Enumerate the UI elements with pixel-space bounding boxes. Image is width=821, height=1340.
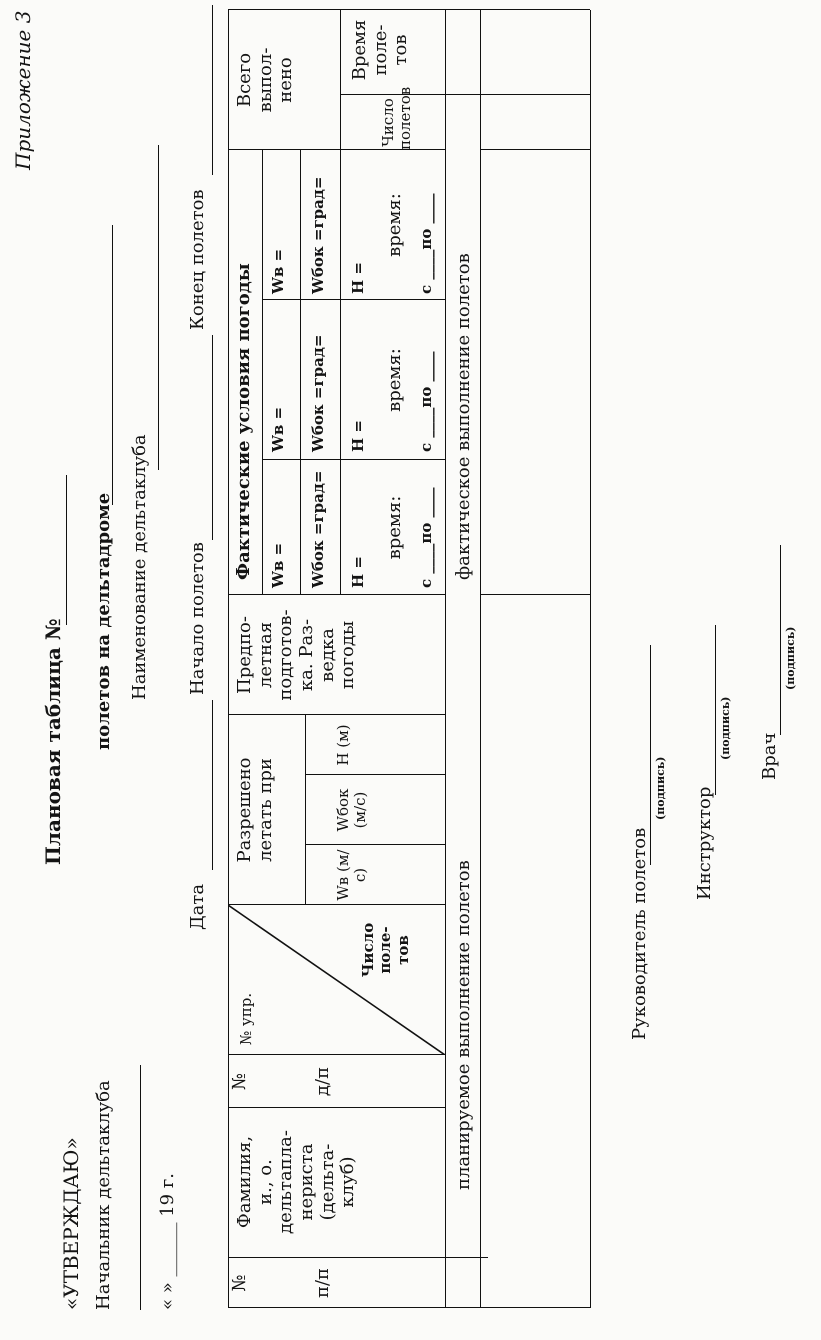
col-no-header: № п/п xyxy=(229,1267,333,1299)
col-line-8 xyxy=(228,594,445,595)
weather-header: Фактические условия погоды xyxy=(233,263,254,580)
exercise-no-label: № упр. xyxy=(237,992,255,1045)
header-bottom-border xyxy=(445,10,446,1308)
plan-number-line xyxy=(66,475,67,625)
actual-row-label: фактическое выполнение полетов xyxy=(453,253,474,580)
preflight-header: Предпо- летная подготов- ка. Раз- ведка погоды xyxy=(234,609,359,701)
doctor-label: Врач xyxy=(759,732,780,780)
total-count-label: Число полетов xyxy=(379,86,415,150)
weather-subheader-line xyxy=(262,150,263,595)
weather-wbok-3: Wбок =град= xyxy=(309,176,327,294)
weather-row-line-2 xyxy=(340,150,341,595)
club-name-line xyxy=(158,145,159,470)
flights-count-label: Число поле- тов xyxy=(359,922,412,978)
weather-time-3: время: xyxy=(384,193,405,257)
end-label: Конец полетов xyxy=(187,189,208,330)
doctor-line xyxy=(780,545,781,735)
total-header: Всего выпол- нено xyxy=(234,47,297,113)
doctor-sig-caption: (подпись) xyxy=(784,626,797,690)
weather-h-3: H = xyxy=(349,262,367,294)
weather-from-to-1: с ____по ____ xyxy=(417,487,435,588)
weather-from-to-2: с ____по ____ xyxy=(417,351,435,452)
date-line xyxy=(212,700,213,870)
date-label: Дата xyxy=(187,883,208,930)
allowed-wind-label: Wв (м/с) xyxy=(334,849,370,901)
flight-director-label: Руководитель полетов xyxy=(629,827,650,1040)
appendix-label: Приложение 3 xyxy=(11,10,35,170)
plan-table-title: Плановая таблица № xyxy=(41,618,65,865)
flights-title: полетов на дельтадроме xyxy=(93,492,114,750)
weather-wv-1: Wв = xyxy=(269,542,287,588)
col-line-10 xyxy=(262,299,445,300)
flight-director-sig-caption: (подпись) xyxy=(654,756,667,820)
allowed-subheader-line xyxy=(305,715,306,905)
total-subheader-line xyxy=(340,10,341,150)
table-top-border xyxy=(228,10,229,1308)
deltadrome-line xyxy=(112,225,113,505)
weather-wv-2: Wв = xyxy=(269,406,287,452)
weather-wbok-2: Wбок =град= xyxy=(309,334,327,452)
instructor-sig-caption: (подпись) xyxy=(719,696,732,760)
end-line xyxy=(212,5,213,175)
head-title: Начальник дельтаклуба xyxy=(93,1080,114,1310)
weather-wv-3: Wв = xyxy=(269,248,287,294)
instructor-line xyxy=(715,625,716,795)
approve-date: « » ______ 19 г. xyxy=(157,1173,178,1310)
weather-time-2: время: xyxy=(384,348,405,412)
weather-from-to-3: с ____по ____ xyxy=(417,193,435,294)
allowed-crosswind-label: Wбок (м/с) xyxy=(334,788,370,832)
col-line-6 xyxy=(305,774,445,775)
club-name-label: Наименование дельтаклуба xyxy=(129,434,150,700)
weather-time-1: время: xyxy=(384,495,405,560)
table-bottom-border xyxy=(590,10,591,1308)
weather-row-line-1 xyxy=(300,150,301,595)
start-label: Начало полетов xyxy=(187,542,208,695)
col-line-12 xyxy=(340,94,590,95)
col-line-5 xyxy=(305,844,445,845)
weather-wbok-1: Wбок =град= xyxy=(309,470,327,588)
col-num-header: № д/п xyxy=(229,1066,333,1097)
row-separator-1 xyxy=(480,10,481,1308)
approve-title: «УТВЕРЖДАЮ» xyxy=(59,1137,83,1310)
allowed-header: Разрешено летать при xyxy=(234,757,276,863)
col-line-9 xyxy=(262,459,445,460)
planned-row-label: планируемое выполнение полетов xyxy=(453,860,474,1190)
head-signature-line xyxy=(140,1065,141,1310)
col-line-14 xyxy=(480,594,590,595)
weather-h-1: H = xyxy=(349,556,367,588)
allowed-height-label: H (м) xyxy=(334,724,352,766)
diagonal-divider xyxy=(228,905,445,1055)
weather-h-2: H = xyxy=(349,420,367,452)
start-line xyxy=(212,335,213,540)
flight-director-line xyxy=(650,645,651,865)
col-line-13 xyxy=(480,149,590,150)
instructor-label: Инструктор xyxy=(694,786,715,900)
col-name-header: Фамилия, и., о. дельтапла- нериста (дельта- клуб) xyxy=(234,1130,359,1234)
total-time-label: Время поле- тов xyxy=(349,19,412,81)
